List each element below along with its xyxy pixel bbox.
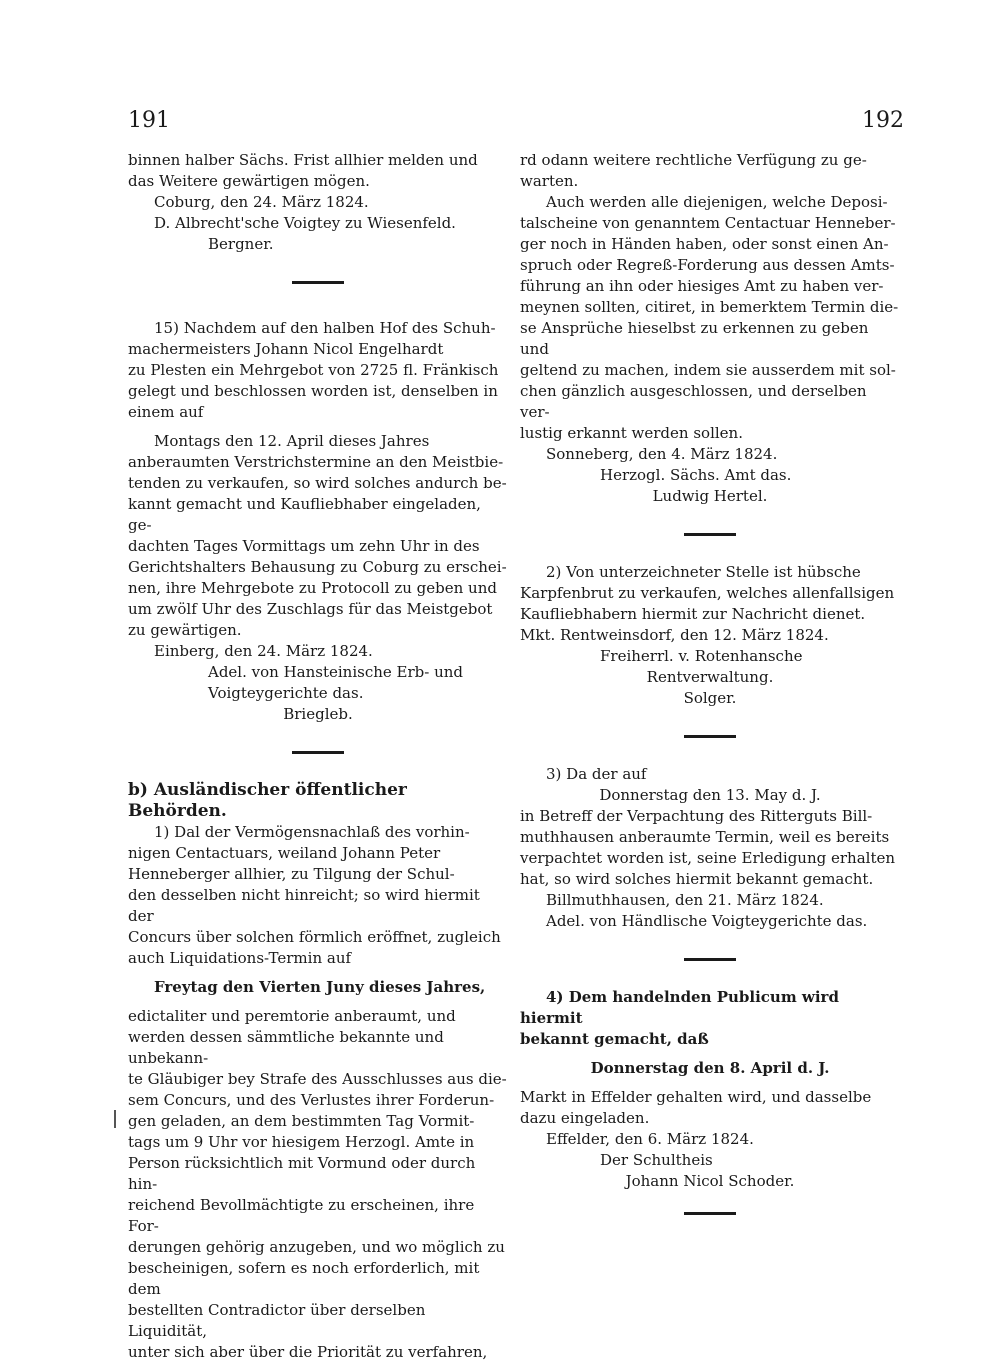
- text-line: Markt in Effelder gehalten wird, und dasselbe: [520, 1088, 872, 1106]
- text-line: derungen gehörig anzugeben, und wo möglich zu: [128, 1238, 505, 1256]
- text-line: um zwölf Uhr des Zuschlags für das Meistgebot: [128, 600, 493, 618]
- signature-line: Rentverwaltung.: [646, 668, 774, 686]
- left-column: [128, 150, 508, 1363]
- text-line: das Weitere gewärtigen mögen.: [128, 172, 370, 190]
- signature-line: Freiherrl. v. Rotenhansche: [600, 647, 803, 665]
- page-number-right: 192: [862, 108, 904, 133]
- text-line: Person rücksichtlich mit Vormund oder durch hin-: [128, 1154, 476, 1193]
- section-rule: [684, 1212, 736, 1215]
- text-line: kannt gemacht und Kaufliebhaber eingeladen, ge-: [128, 495, 481, 534]
- text-line: einem auf: [128, 403, 204, 421]
- text-line: muthhausen anberaumte Termin, weil es bereits: [520, 828, 890, 846]
- signature-name: Bergner.: [208, 235, 274, 253]
- text-line: Concurs über solchen förmlich eröffnet, zugleich: [128, 928, 501, 946]
- text-line: Henneberger allhier, zu Tilgung der Schul-: [128, 865, 455, 883]
- place-date: Billmuthhausen, den 21. März 1824.: [546, 891, 824, 909]
- signature-line: Herzogl. Sächs. Amt das.: [600, 466, 792, 484]
- page-number-left: 191: [128, 108, 170, 133]
- text-line: tags um 9 Uhr vor hiesigem Herzogl. Amte in: [128, 1133, 475, 1151]
- spacer: [520, 1050, 900, 1058]
- signature-line: Adel. von Hansteinische Erb- und: [208, 663, 464, 681]
- text-line: Kaufliebhabern hiermit zur Nachricht dienet.: [520, 605, 866, 623]
- text-line: zu Plesten ein Mehrgebot von 2725 fl. Fränkisch: [128, 361, 499, 379]
- section-heading: b) Ausländischer öffentlicher Behörden.: [128, 780, 407, 821]
- text-line: gelegt und beschlossen worden ist, denselben in: [128, 382, 498, 400]
- text-line: 15) Nachdem auf den halben Hof des Schuh-: [154, 319, 496, 337]
- text-line: den desselben nicht hinreicht; so wird hiermit der: [128, 886, 480, 925]
- text-line: binnen halber Sächs. Frist allhier melden und: [128, 151, 478, 169]
- text-line: reichend Bevollmächtigte zu erscheinen, ihre For-: [128, 1196, 475, 1235]
- section-rule: [292, 281, 344, 284]
- spacer: [128, 969, 508, 977]
- text-line: in Betreff der Verpachtung des Ritterguts Bill-: [520, 807, 873, 825]
- section-rule: [684, 533, 736, 536]
- text-line: nen, ihre Mehrgebote zu Protocoll zu geben und: [128, 579, 497, 597]
- place-date: Mkt. Rentweinsdorf, den 12. März 1824.: [520, 626, 829, 644]
- signature-line: Adel. von Händlische Voigteygerichte das.: [546, 912, 868, 930]
- text-line: tenden zu verkaufen, so wird solches andurch be-: [128, 474, 507, 492]
- text-line: Gerichtshalters Behausung zu Coburg zu erschei-: [128, 558, 507, 576]
- signature-line: Voigteygerichte das.: [208, 684, 364, 702]
- text-line: lustig erkannt werden sollen.: [520, 424, 743, 442]
- spacer: [128, 998, 508, 1006]
- section-rule: [684, 958, 736, 961]
- section-rule: [684, 735, 736, 738]
- text-line: te Gläubiger bey Strafe des Ausschlusses aus die-: [128, 1070, 507, 1088]
- text-line: anberaumten Verstrichstermine an den Meistbie-: [128, 453, 504, 471]
- text-line: meynen sollten, citiret, in bemerktem Termin die-: [520, 298, 899, 316]
- signature-line: D. Albrecht'sche Voigtey zu Wiesenfeld.: [154, 214, 456, 232]
- text-line: führung an ihn oder hiesiges Amt zu haben ver-: [520, 277, 884, 295]
- text-line: werden dessen sämmtliche bekannte und unbekann-: [128, 1028, 444, 1067]
- text-line: rd odann weitere rechtliche Verfügung zu ge-: [520, 151, 867, 169]
- text-line: chen gänzlich ausgeschlossen, und derselben ver-: [520, 382, 867, 421]
- place-date: Sonneberg, den 4. März 1824.: [546, 445, 778, 463]
- text-line: nigen Centactuars, weiland Johann Peter: [128, 844, 441, 862]
- text-line: bestellten Contradictor über derselben Liquidität,: [128, 1301, 426, 1340]
- spacer: [520, 1079, 900, 1087]
- right-column: [520, 150, 900, 1235]
- text-line: unter sich aber über die Priorität zu verfahren,: [128, 1343, 488, 1361]
- text-line: Montags den 12. April dieses Jahres: [154, 432, 430, 450]
- margin-mark: [114, 1110, 116, 1128]
- signature-line: Der Schultheis: [600, 1151, 713, 1169]
- text-line: zu gewärtigen.: [128, 621, 242, 639]
- date-line: Freytag den Vierten Juny dieses Jahres,: [154, 978, 486, 996]
- text-line: warten.: [520, 172, 579, 190]
- text-line: geltend zu machen, indem sie ausserdem mit sol-: [520, 361, 896, 379]
- text-line: auch Liquidations-Termin auf: [128, 949, 352, 967]
- signature-name: Solger.: [683, 689, 737, 707]
- text-line: hat, so wird solches hiermit bekannt gemacht.: [520, 870, 874, 888]
- text-line: spruch oder Regreß-Forderung aus dessen Amts-: [520, 256, 895, 274]
- text-line: 1) Dal der Vermögensnachlaß des vorhin-: [154, 823, 470, 841]
- text-line: machermeisters Johann Nicol Engelhardt: [128, 340, 444, 358]
- text-line: gen geladen, an dem bestimmten Tag Vormit-: [128, 1112, 475, 1130]
- text-line: edictaliter und peremtorie anberaumt, und: [128, 1007, 456, 1025]
- spacer: [128, 423, 508, 431]
- text-line: se Ansprüche hieselbst zu erkennen zu geben und: [520, 319, 869, 358]
- text-line: verpachtet worden ist, seine Erledigung erhalten: [520, 849, 896, 867]
- text-line: sem Concurs, und des Verlustes ihrer Forderun-: [128, 1091, 495, 1109]
- text-line: 3) Da der auf: [546, 765, 647, 783]
- text-line: dachten Tages Vormittags um zehn Uhr in des: [128, 537, 480, 555]
- signature-name: Briegleb.: [283, 705, 353, 723]
- date-line: Donnerstag den 13. May d. J.: [599, 786, 821, 804]
- text-line: Auch werden alle diejenigen, welche Deposi-: [546, 193, 888, 211]
- text-line: bekannt gemacht, daß: [520, 1030, 709, 1048]
- place-date: Einberg, den 24. März 1824.: [154, 642, 373, 660]
- text-line: ger noch in Händen haben, oder sonst einen An-: [520, 235, 889, 253]
- signature-name: Johann Nicol Schoder.: [625, 1172, 795, 1190]
- signature-name: Ludwig Hertel.: [652, 487, 768, 505]
- section-rule: [292, 751, 344, 754]
- text-line: 2) Von unterzeichneter Stelle ist hübsche: [546, 563, 861, 581]
- text-line: bescheinigen, sofern es noch erforderlich, mit dem: [128, 1259, 480, 1298]
- text-line: 4) Dem handelnden Publicum wird hiermit: [520, 988, 839, 1027]
- text-line: talscheine von genanntem Centactuar Henneber-: [520, 214, 896, 232]
- place-date: Coburg, den 24. März 1824.: [154, 193, 369, 211]
- place-date: Effelder, den 6. März 1824.: [546, 1130, 754, 1148]
- date-line: Donnerstag den 8. April d. J.: [590, 1059, 830, 1077]
- text-line: dazu eingeladen.: [520, 1109, 650, 1127]
- text-line: Karpfenbrut zu verkaufen, welches allenfallsigen: [520, 584, 895, 602]
- spacer: [128, 310, 508, 318]
